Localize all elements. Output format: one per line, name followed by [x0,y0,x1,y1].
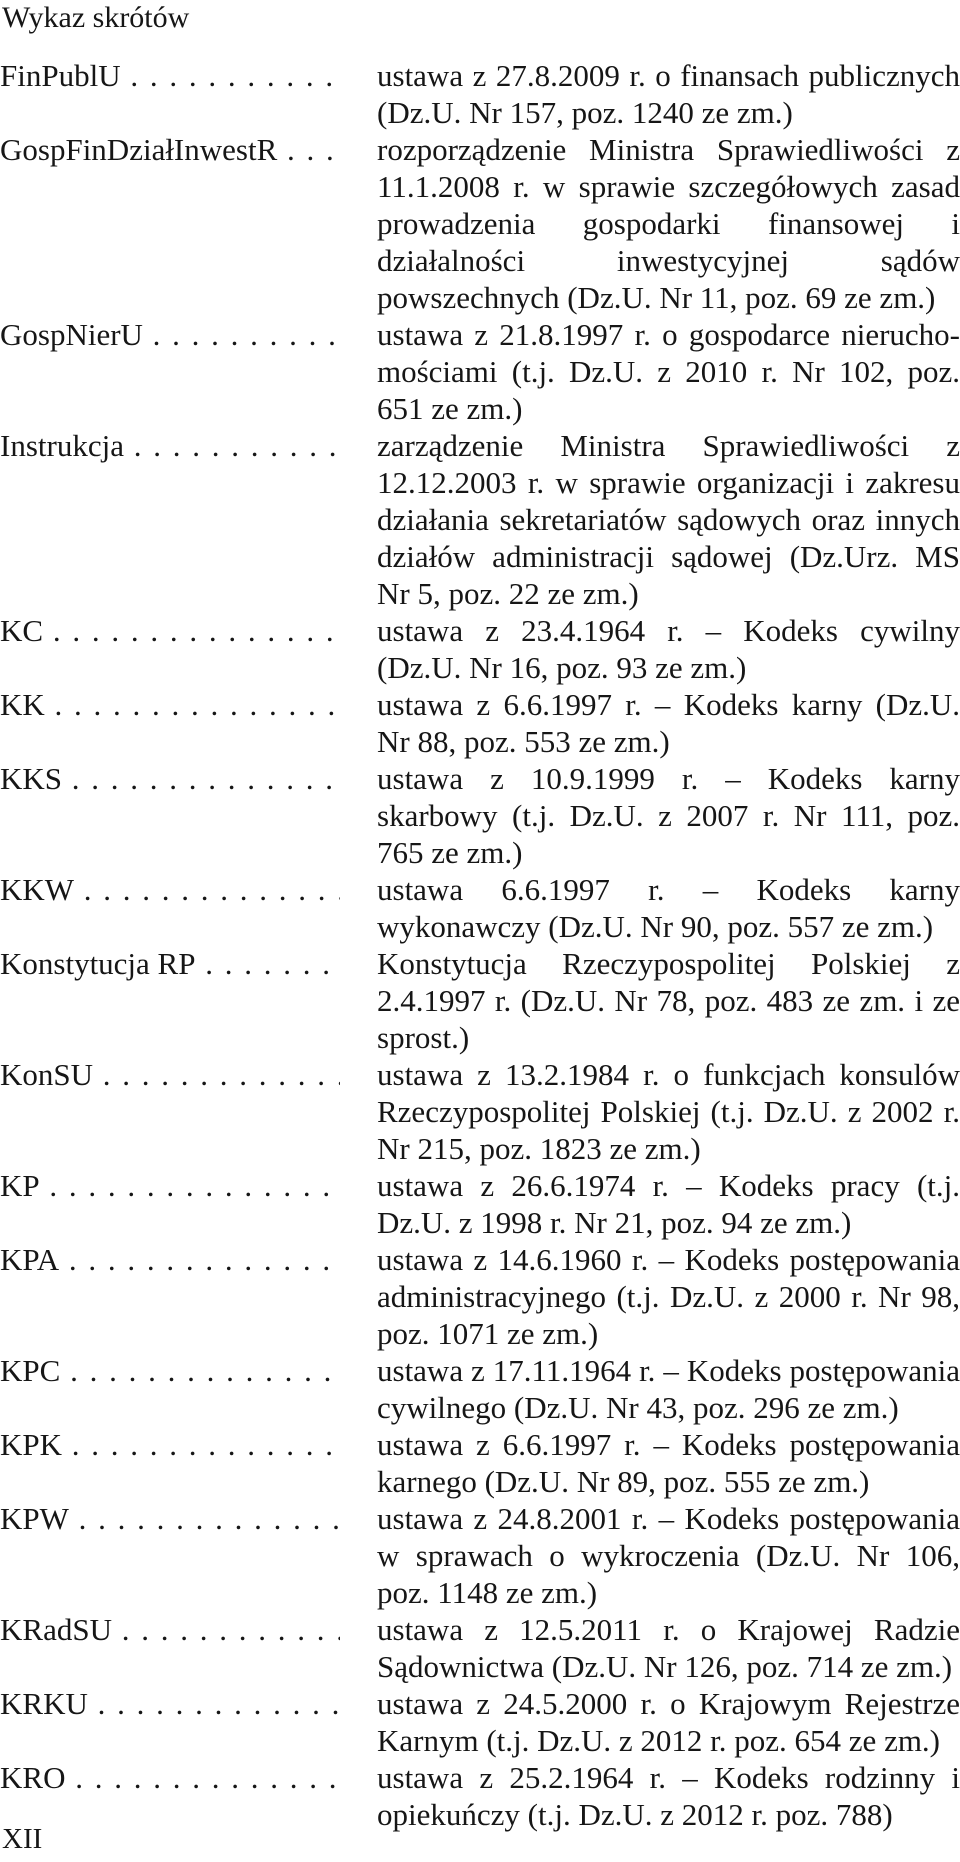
abbreviation-term [0,760,340,797]
abbreviation-term-text: Konstytucja RP [0,946,196,981]
abbreviation-entry [0,1685,960,1759]
abbreviation-definition: ustawa z 13.2.1984 r. o funkcjach konsulów Rzeczypospolitej Polskiej (t.j. Dz.U. z 2002 r. Nr 215, poz. 1823 ze zm.) [377,1057,960,1166]
abbreviation-entry [0,871,960,945]
abbreviation-entry [0,1500,960,1611]
abbreviation-term [0,686,340,723]
abbreviation-entry [0,1352,960,1426]
abbreviation-term-text: KKS [0,761,63,796]
abbreviation-entry [0,131,960,316]
abbreviation-entry [0,760,960,871]
abbreviation-entry [0,1759,960,1833]
abbreviation-term-text: KPK [0,1427,63,1462]
abbreviation-definition: ustawa z 26.6.1974 r. – Kodeks pracy (t.j. Dz.U. z 1998 r. Nr 21, poz. 94 ze zm.) [377,1168,960,1240]
abbreviation-term-text: KRO [0,1760,66,1795]
abbreviation-term [0,131,340,168]
abbreviation-definition: ustawa z 23.4.1964 r. – Kodeks cywilny (Dz.U. Nr 16, poz. 93 ze zm.) [377,613,960,685]
abbreviation-entry [0,1167,960,1241]
abbreviation-definition: ustawa z 6.6.1997 r. – Kodeks karny (Dz.U. Nr 88, poz. 553 ze zm.) [377,687,960,759]
page-number: XII [2,1823,43,1855]
abbreviation-definition: ustawa z 12.5.2011 r. o Krajowej Radzie Sądownictwa (Dz.U. Nr 126, poz. 714 ze zm.) [377,1612,960,1684]
abbreviation-definition: ustawa z 24.8.2001 r. – Kodeks postępowania w sprawach o wykroczenia (Dz.U. Nr 106, poz. 1148 ze zm.) [377,1501,960,1610]
abbreviation-term-text: GospFinDziałInwestR [0,132,278,167]
abbreviation-term [0,1685,340,1722]
abbreviation-definition: ustawa z 24.5.2000 r. o Krajowym Rejestrze Karnym (t.j. Dz.U. z 2012 r. poz. 654 ze zm.) [377,1686,960,1758]
abbreviation-entry [0,1426,960,1500]
abbreviation-definition: ustawa 6.6.1997 r. – Kodeks karny wykonawczy (Dz.U. Nr 90, poz. 557 ze zm.) [377,872,960,944]
abbreviation-definition: zarządzenie Ministra Sprawiedliwości z 12.12.2003 r. w sprawie organizacji i zakresu działania sekretariatów sądowych oraz innych działów administracji sądowej (Dz.Urz. MS Nr 5, poz. 22 ze zm.) [377,428,960,611]
abbreviation-entry [0,686,960,760]
abbreviation-definition: ustawa z 6.6.1997 r. – Kodeks postępowania karnego (Dz.U. Nr 89, poz. 555 ze zm.) [377,1427,960,1499]
abbreviation-definition: ustawa z 21.8.1997 r. o gospodarce nieruchomościami (t.j. Dz.U. z 2010 r. Nr 102, poz. 651 ze zm.) [377,317,960,426]
page-heading: Wykaz skrótów [2,1,190,34]
abbreviation-term [0,1352,340,1389]
abbreviation-entry [0,316,960,427]
abbreviation-term-text: KPC [0,1353,61,1388]
abbreviation-entry [0,427,960,612]
abbreviation-definition: ustawa z 10.9.1999 r. – Kodeks karny skarbowy (t.j. Dz.U. z 2007 r. Nr 111, poz. 765 ze zm.) [377,761,960,870]
abbreviation-term [0,1167,340,1204]
abbreviation-term [0,1426,340,1463]
abbreviation-entry [0,1241,960,1352]
abbreviation-term-text: FinPublU [0,58,121,93]
abbreviation-entry [0,1611,960,1685]
abbreviation-term-text: KPA [0,1242,60,1277]
abbreviation-term-text: KRadSU [0,1612,112,1647]
abbreviation-definition: rozporządzenie Ministra Sprawiedliwości z 11.1.2008 r. w sprawie szczegółowych zasad prowadzenia gospodarki finansowej i działalności inwestycyjnej sądów powszechnych (Dz.U. Nr 11, poz. 69 ze zm.) [377,132,960,315]
abbreviation-definition: ustawa z 17.11.1964 r. – Kodeks postępowania cywilnego (Dz.U. Nr 43, poz. 296 ze zm.) [377,1353,960,1425]
abbreviation-term-text: KPW [0,1501,69,1536]
abbreviation-term [0,1241,340,1278]
abbreviation-term [0,316,340,353]
abbreviation-term-text: GospNierU [0,317,143,352]
abbreviation-term [0,1500,340,1537]
abbreviation-term-text: KonSU [0,1057,94,1092]
abbreviation-term [0,57,340,94]
abbreviation-term [0,945,340,982]
abbreviation-term [0,612,340,649]
abbreviation-term-text: KK [0,687,45,722]
abbreviation-definition: Konstytucja Rzeczypospolitej Polskiej z 2.4.1997 r. (Dz.U. Nr 78, poz. 483 ze zm. i ze sprost.) [377,946,960,1055]
abbreviation-term-text: KRKU [0,1686,88,1721]
abbreviation-term-text: Instrukcja [0,428,124,463]
abbreviation-list [0,57,960,1833]
abbreviation-entry [0,945,960,1056]
abbreviation-term [0,427,340,464]
abbreviation-term [0,1056,340,1093]
abbreviation-term-text: KC [0,613,44,648]
abbreviation-term [0,1759,340,1796]
abbreviation-definition: ustawa z 25.2.1964 r. – Kodeks rodzinny i opiekuńczy (t.j. Dz.U. z 2012 r. poz. 788) [377,1760,960,1832]
abbreviation-term-text: KKW [0,872,75,907]
abbreviation-term [0,1611,340,1648]
abbreviation-term-text: KP [0,1168,40,1203]
abbreviation-entry [0,612,960,686]
abbreviation-definition: ustawa z 14.6.1960 r. – Kodeks postępowania administracyjnego (t.j. Dz.U. z 2000 r. Nr 98, poz. 1071 ze zm.) [377,1242,960,1351]
abbreviation-entry [0,57,960,131]
abbreviation-entry [0,1056,960,1167]
abbreviation-definition: ustawa z 27.8.2009 r. o finansach publicznych (Dz.U. Nr 157, poz. 1240 ze zm.) [377,58,960,130]
abbreviation-term [0,871,340,908]
